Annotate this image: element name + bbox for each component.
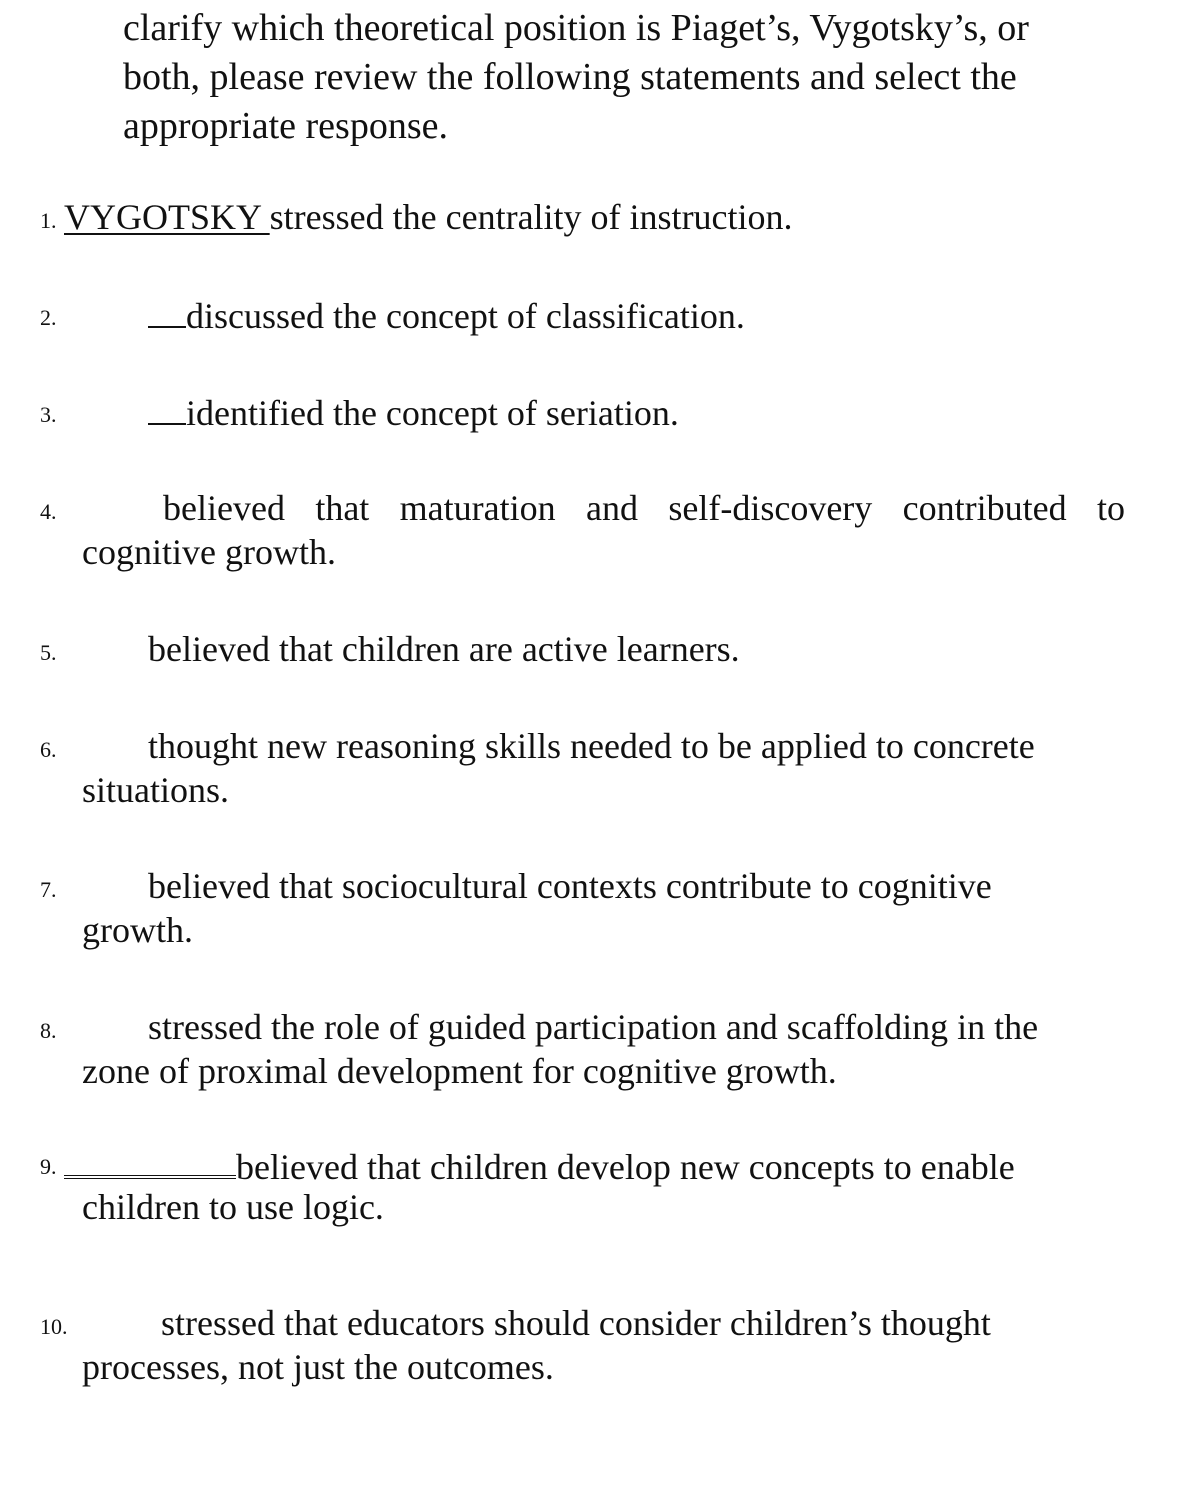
question-text: believed that children are active learners. [148,629,740,669]
question-number: 8. [40,1018,57,1043]
question-number: 6. [40,737,57,762]
question-text: discussed the concept of classification. [186,296,745,336]
question-text-continued: processes, not just the outcomes. [82,1347,554,1387]
question-text-continued: situations. [82,770,230,810]
question-text: believed that sociocultural contexts contribute to cognitive [148,866,992,906]
question-text-continued: children to use logic. [82,1187,384,1227]
question-number: 2. [40,305,57,330]
question-number: 1. [40,208,57,233]
question-text-continued: growth. [82,910,193,950]
question-text-continued: cognitive growth. [82,532,336,572]
instructions-line-2: both, please review the following statements and select the [123,56,1017,98]
question-number: 10. [40,1314,68,1339]
question-text: stressed that educators should consider children’s thought [161,1303,991,1343]
instructions-line-3: appropriate response. [123,105,448,147]
question-number: 5. [40,640,57,665]
answer-blank[interactable] [148,292,186,328]
answer-input[interactable]: VYGOTSKY [64,197,270,237]
question-text-continued: zone of proximal development for cognitive growth. [82,1051,837,1091]
question-number: 7. [40,877,57,902]
answer-blank[interactable] [148,389,186,425]
question-text: stressed the centrality of instruction. [269,197,793,237]
question-number: 9. [40,1154,57,1179]
question-text: identified the concept of seriation. [186,393,679,433]
answer-blank[interactable] [64,1141,236,1179]
instructions [123,4,1143,151]
question-text: thought new reasoning skills needed to be applied to concrete [148,726,1035,766]
instructions-line-1: clarify which theoretical position is Piaget’s, Vygotsky’s, or [123,7,1029,49]
question-number: 3. [40,402,57,427]
question-text: believed that children develop new concepts to enable [236,1147,1015,1187]
question-text: stressed the role of guided participation and scaffolding in the [148,1007,1039,1047]
question-number: 4. [40,499,57,524]
question-text: believed that maturation and self-discovery contributed to [163,488,1125,528]
